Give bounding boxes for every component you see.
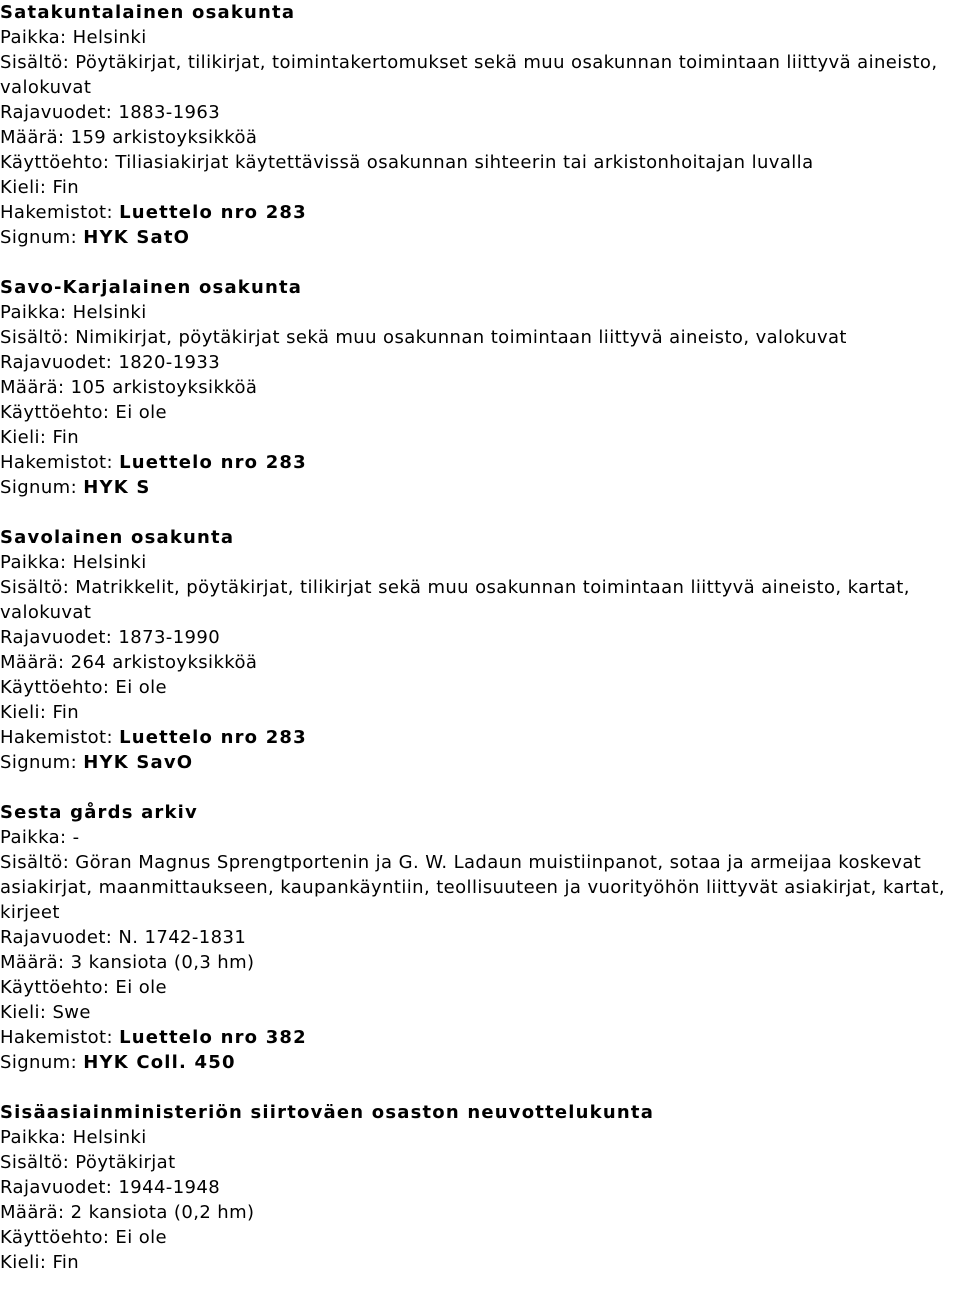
finding-aids-label: Hakemistot: bbox=[0, 202, 120, 223]
entry-finding-aids bbox=[0, 450, 960, 475]
entry-signum bbox=[0, 475, 960, 500]
entry-usage-terms: Käyttöehto: Ei ole bbox=[0, 977, 168, 998]
signum-label: Signum: bbox=[0, 1052, 84, 1073]
entry-usage-terms: Käyttöehto: Ei ole bbox=[0, 1227, 168, 1248]
finding-aids-label: Hakemistot: bbox=[0, 1027, 120, 1048]
entry-title: Sesta gårds arkiv bbox=[0, 802, 198, 823]
finding-aids-value: Luettelo nro 382 bbox=[119, 1027, 307, 1048]
entry-amount: Määrä: 2 kansiota (0,2 hm) bbox=[0, 1202, 255, 1223]
entry-location: Paikka: Helsinki bbox=[0, 552, 147, 573]
entry-contents: Sisältö: Göran Magnus Sprengtportenin ja G. W. Ladaun muistiinpanot, sotaa ja armeijaa koskevat asiakirjat, maanmittaukseen, kaupankäyntiin, teollisuuteen ja vuorityöhön liittyvät asiakirjat, kartat, kirjeet bbox=[0, 852, 946, 923]
entry-usage-terms: Käyttöehto: Tiliasiakirjat käytettävissä osakunnan sihteerin tai arkistonhoitajan luvalla bbox=[0, 152, 814, 173]
finding-aids-value: Luettelo nro 283 bbox=[119, 452, 307, 473]
entry-finding-aids bbox=[0, 200, 960, 225]
entry-signum bbox=[0, 750, 960, 775]
entry-years: Rajavuodet: 1873-1990 bbox=[0, 627, 221, 648]
entry-signum bbox=[0, 225, 960, 250]
entry-title: Savolainen osakunta bbox=[0, 527, 235, 548]
signum-value: HYK Coll. 450 bbox=[83, 1052, 236, 1073]
signum-value: HYK SatO bbox=[83, 227, 191, 248]
entry-language: Kieli: Fin bbox=[0, 1252, 80, 1273]
entry-title: Savo-Karjalainen osakunta bbox=[0, 277, 303, 298]
entry-amount: Määrä: 264 arkistoyksikköä bbox=[0, 652, 258, 673]
entry-location: Paikka: Helsinki bbox=[0, 27, 147, 48]
entry-language: Kieli: Fin bbox=[0, 427, 80, 448]
signum-label: Signum: bbox=[0, 477, 84, 498]
signum-label: Signum: bbox=[0, 227, 84, 248]
entry-title: Sisäasiainministeriön siirtoväen osaston neuvottelukunta bbox=[0, 1102, 655, 1123]
finding-aids-label: Hakemistot: bbox=[0, 452, 120, 473]
entry-language: Kieli: Fin bbox=[0, 702, 80, 723]
entry-years: Rajavuodet: 1883-1963 bbox=[0, 102, 221, 123]
entry-title: Satakuntalainen osakunta bbox=[0, 2, 296, 23]
entry-contents: Sisältö: Nimikirjat, pöytäkirjat sekä muu osakunnan toimintaan liittyvä aineisto, valokuvat bbox=[0, 327, 847, 348]
entry-years: Rajavuodet: 1944-1948 bbox=[0, 1177, 221, 1198]
entry-amount: Määrä: 159 arkistoyksikköä bbox=[0, 127, 258, 148]
entry-contents: Sisältö: Pöytäkirjat bbox=[0, 1152, 176, 1173]
archive-entry bbox=[0, 0, 960, 250]
entry-signum bbox=[0, 1050, 960, 1075]
entry-years: Rajavuodet: 1820-1933 bbox=[0, 352, 221, 373]
entry-years: Rajavuodet: N. 1742-1831 bbox=[0, 927, 247, 948]
finding-aids-value: Luettelo nro 283 bbox=[119, 727, 307, 748]
entry-amount: Määrä: 105 arkistoyksikköä bbox=[0, 377, 258, 398]
entry-location: Paikka: Helsinki bbox=[0, 1127, 147, 1148]
entry-contents: Sisältö: Matrikkelit, pöytäkirjat, tilikirjat sekä muu osakunnan toimintaan liittyvä aineisto, kartat, valokuvat bbox=[0, 577, 910, 623]
archive-entry bbox=[0, 525, 960, 775]
archive-entry bbox=[0, 275, 960, 500]
signum-value: HYK SavO bbox=[83, 752, 194, 773]
entry-usage-terms: Käyttöehto: Ei ole bbox=[0, 402, 168, 423]
finding-aids-value: Luettelo nro 283 bbox=[119, 202, 307, 223]
finding-aids-label: Hakemistot: bbox=[0, 727, 120, 748]
signum-value: HYK S bbox=[83, 477, 151, 498]
entry-contents: Sisältö: Pöytäkirjat, tilikirjat, toimintakertomukset sekä muu osakunnan toimintaan liittyvä aineisto, valokuvat bbox=[0, 52, 938, 98]
archive-entry bbox=[0, 800, 960, 1075]
entry-amount: Määrä: 3 kansiota (0,3 hm) bbox=[0, 952, 255, 973]
entry-usage-terms: Käyttöehto: Ei ole bbox=[0, 677, 168, 698]
signum-label: Signum: bbox=[0, 752, 84, 773]
entry-finding-aids bbox=[0, 1025, 960, 1050]
archive-entry bbox=[0, 1100, 960, 1275]
entry-finding-aids bbox=[0, 725, 960, 750]
entry-language: Kieli: Fin bbox=[0, 177, 80, 198]
entry-language: Kieli: Swe bbox=[0, 1002, 91, 1023]
entry-location: Paikka: Helsinki bbox=[0, 302, 147, 323]
entry-location: Paikka: - bbox=[0, 827, 80, 848]
